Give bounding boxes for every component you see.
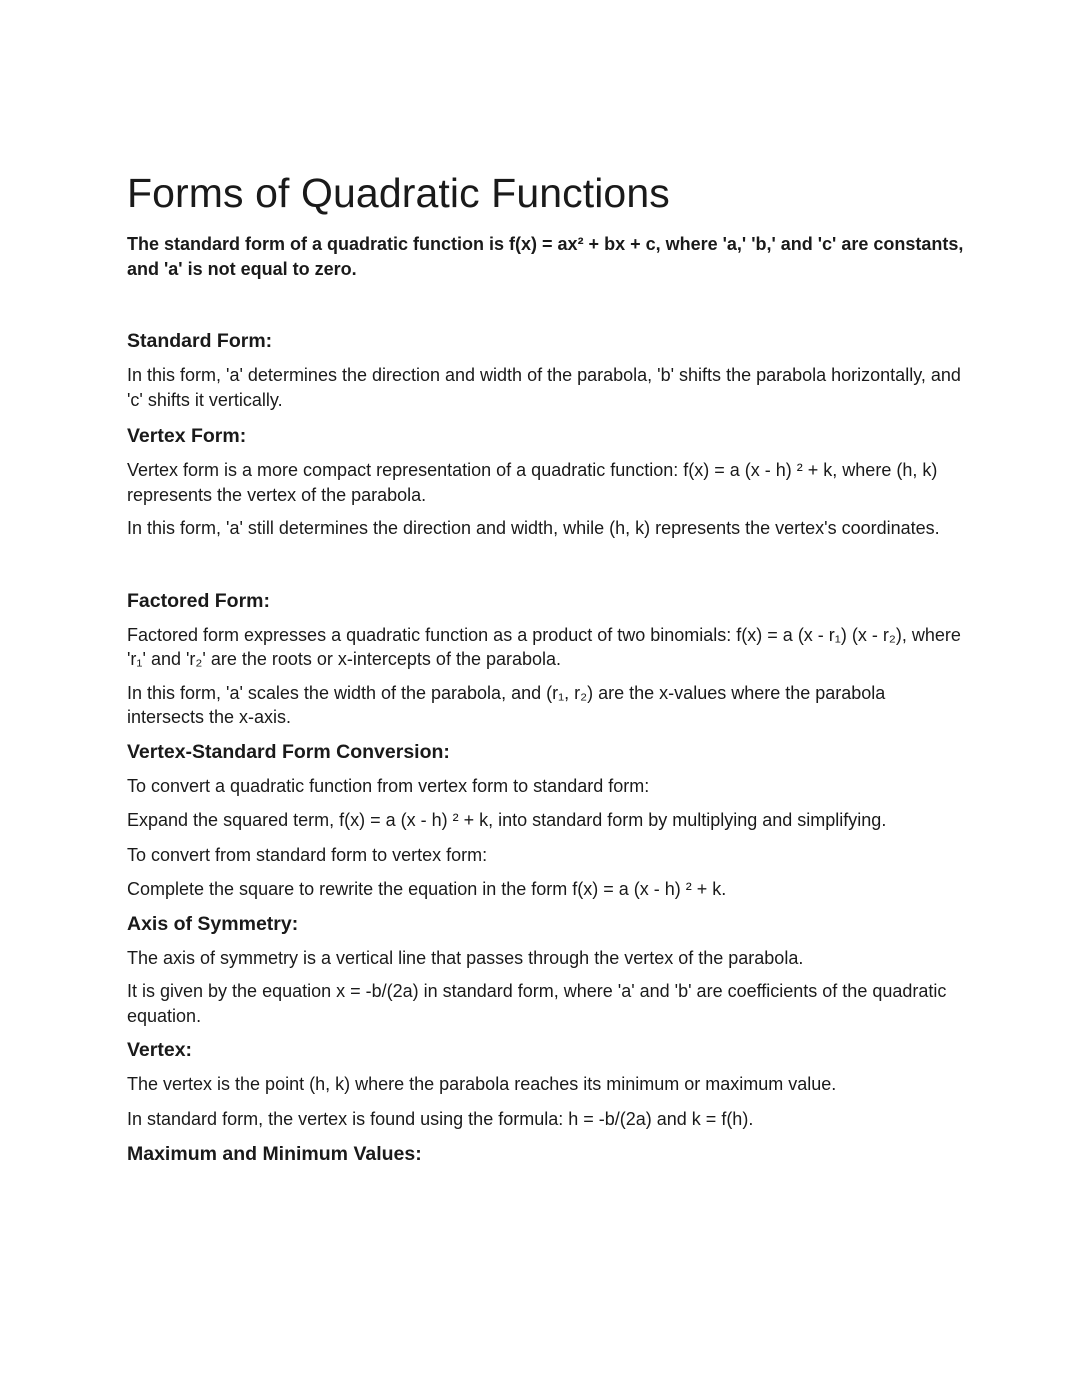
section-heading-axis-of-symmetry: Axis of Symmetry: xyxy=(127,912,299,935)
conversion-paragraph-1: To convert a quadratic function from vertex form to standard form: xyxy=(127,775,650,796)
axis-paragraph-2: It is given by the equation x = -b/(2a) in standard form, where 'a' and 'b' are coefficients of the quadratic equation. xyxy=(127,981,947,1026)
section-heading-conversion: Vertex-Standard Form Conversion: xyxy=(127,740,450,763)
conversion-paragraph-3: To convert from standard form to vertex form: xyxy=(127,844,488,865)
vertex-paragraph-1: The vertex is the point (h, k) where the parabola reaches its minimum or maximum value. xyxy=(127,1074,837,1094)
section-heading-vertex: Vertex: xyxy=(127,1039,193,1061)
section-heading-factored-form: Factored Form: xyxy=(127,589,271,612)
factored-form-paragraph-1: Factored form expresses a quadratic function as a product of two binomials: f(x) = a (x - r₁) (x - r₂), where 'r₁' and 'r₂' are the roots or x-intercepts of the parabola. xyxy=(127,624,961,669)
document-page xyxy=(127,168,967,1167)
section-heading-standard-form: Standard Form: xyxy=(127,330,273,352)
factored-form-paragraph-2: In this form, 'a' scales the width of the parabola, and (r₁, r₂) are the x-values where the parabola intersects the x-axis. xyxy=(127,682,886,727)
conversion-paragraph-2: Expand the squared term, f(x) = a (x - h) ² + k, into standard form by multiplying and simplifying. xyxy=(127,810,887,830)
vertex-form-paragraph-2: In this form, 'a' still determines the direction and width, while (h, k) represents the vertex's coordinates. xyxy=(127,518,940,538)
section-heading-max-min: Maximum and Minimum Values: xyxy=(127,1143,422,1165)
section-heading-vertex-form: Vertex Form: xyxy=(127,425,247,447)
intro-paragraph: The standard form of a quadratic function is f(x) = ax² + bx + c, where 'a,' 'b,' and 'c' are constants, and 'a' is not equal to zero. xyxy=(127,234,964,279)
conversion-paragraph-4: Complete the square to rewrite the equation in the form f(x) = a (x - h) ² + k. xyxy=(127,879,727,899)
vertex-form-paragraph-1: Vertex form is a more compact representation of a quadratic function: f(x) = a (x - h) ² + k, where (h, k) represents the vertex of the parabola. xyxy=(127,460,938,505)
axis-paragraph-1: The axis of symmetry is a vertical line that passes through the vertex of the parabola. xyxy=(127,947,804,968)
standard-form-paragraph: In this form, 'a' determines the direction and width of the parabola, 'b' shifts the parabola horizontally, and 'c' shifts it vertically. xyxy=(127,365,961,410)
page-title: Forms of Quadratic Functions xyxy=(127,170,670,216)
vertex-paragraph-2: In standard form, the vertex is found using the formula: h = -b/(2a) and k = f(h). xyxy=(127,1108,754,1129)
